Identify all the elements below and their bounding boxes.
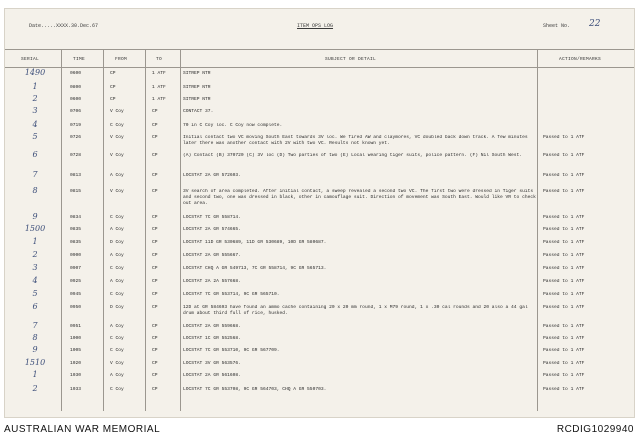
serial-cell: 4 [32,120,38,129]
action-cell: Passed to 1 ATF [543,253,585,258]
table-row [5,358,634,373]
from-cell: A Coy [110,373,124,378]
subject-cell: SITREP NTR [183,71,211,76]
sheet-number: 22 [589,19,601,29]
serial-cell: 8 [32,333,38,342]
time-cell: 1020 [70,361,82,366]
from-cell: C Coy [110,266,124,271]
table-row [5,68,634,83]
from-cell: CP [110,71,116,76]
from-cell: V Coy [110,189,124,194]
subject-cell: 12D at GR 584693 have found an ammo cache containing 20 x 20 mm round, 1 x M79 round, 1 x .30 cal rounds and 20 also a 44 gal drum about third full of rice, husked. [183,305,528,316]
action-cell: Passed to 1 ATF [543,240,585,245]
from-cell: C Coy [110,215,124,220]
to-cell: CP [152,189,158,194]
header-bottom-rule [5,67,634,68]
table-row [5,345,634,360]
log-title: ITEM OPS LOG [297,23,334,29]
to-cell: CP [152,153,158,158]
footer-ref: RCDIG1029940 [556,424,634,435]
to-cell: 1 ATF [152,85,166,90]
subject-cell: LOCSTAT 11D GR 530689, 11D GR 530689, 10D GR 580687. [183,240,327,245]
to-cell: CP [152,215,158,220]
subject-cell: Initial contact two VC moving South East towards 3V loc. We fired AW and claymores, VC doubled back down track. A few minutes later there was another contact with 2V with two VC. Results not known yet. [183,135,528,146]
table-row [5,250,634,265]
time-cell: 0813 [70,173,82,178]
to-cell: 1 ATF [152,71,166,76]
table-row [5,150,634,165]
col-serial: SERIAL [21,57,40,62]
table-row [5,120,634,135]
time-cell: 0719 [70,123,82,128]
from-cell: V Coy [110,361,124,366]
to-cell: CP [152,123,158,128]
action-cell: Passed to 1 ATF [543,361,585,366]
to-cell: CP [152,240,158,245]
table-row [5,82,634,97]
log-date: Date.....XXXX.30.Dec.67 [29,23,99,29]
serial-cell: 9 [32,212,38,221]
subject-cell: LOCSTAT 7C GR 553710, 9C GR 567709. [183,348,280,353]
table-row [5,370,634,385]
from-cell: A Coy [110,324,124,329]
col-to: TO [156,57,163,62]
action-cell: Passed to 1 ATF [543,135,585,140]
serial-cell: 7 [32,321,38,330]
table-row [5,224,634,239]
from-cell: V Coy [110,153,124,158]
to-cell: CP [152,292,158,297]
table-row [5,289,634,304]
table-row [5,94,634,109]
time-cell: 0728 [70,153,82,158]
table-row [5,186,634,206]
subject-cell: LOCSTAT 2A GR 561608. [183,373,241,378]
time-cell: 0835 [70,227,82,232]
subject-cell: LOCSTAT 7C GR 558714. [183,215,241,220]
time-cell: 0834 [70,215,82,220]
serial-cell: 4 [32,276,38,285]
table-row [5,302,634,317]
subject-cell: LOCSTAT 2A GR 572603. [183,173,241,178]
from-cell: C Coy [110,336,124,341]
from-cell: A Coy [110,279,124,284]
time-cell: 1033 [70,387,82,392]
serial-cell: 3 [32,106,38,115]
to-cell: CP [152,387,158,392]
subject-cell: 3V search of area completed. After initial contact, a sweep revealed a second two VC. The first two were dressed in Tiger suits and second two, one was dressed in black, other in camouflage suit. Direction of movement was South East. Would like VR to check out area. [183,189,536,206]
time-cell: 0600 [70,71,82,76]
to-cell: CP [152,135,158,140]
serial-cell: 5 [32,132,38,141]
serial-cell: 1490 [24,68,46,77]
action-cell: Passed to 1 ATF [543,189,585,194]
from-cell: D Coy [110,305,124,310]
subject-cell: LOCSTAT 2A GR 555667. [183,253,241,258]
serial-cell: 6 [32,150,38,159]
from-cell: A Coy [110,173,124,178]
to-cell: CP [152,227,158,232]
action-cell: Passed to 1 ATF [543,324,585,329]
time-cell: 0600 [70,97,82,102]
from-cell: A Coy [110,227,124,232]
subject-cell: SITREP NTR [183,97,211,102]
action-cell: Passed to 1 ATF [543,373,585,378]
action-cell: Passed to 1 ATF [543,266,585,271]
from-cell: V Coy [110,109,124,114]
to-cell: CP [152,266,158,271]
to-cell: CP [152,253,158,258]
time-cell: 0907 [70,266,82,271]
time-cell: 1000 [70,336,82,341]
serial-cell: 1 [32,237,38,246]
serial-cell: 2 [32,94,38,103]
serial-cell: 7 [32,170,38,179]
from-cell: CP [110,85,116,90]
serial-cell: 1 [32,82,38,91]
action-cell: Passed to 1 ATF [543,215,585,220]
subject-cell: LOCSTAT CHQ A GR 549713, 7C GR 558714, 9C GR 565713. [183,266,327,271]
from-cell: C Coy [110,292,124,297]
col-from: FROM [115,57,128,62]
subject-cell: LOCSTAT 2A GR 574665. [183,227,241,232]
action-cell: Passed to 1 ATF [543,153,585,158]
action-cell: Passed to 1 ATF [543,173,585,178]
action-cell: Passed to 1 ATF [543,292,585,297]
time-cell: 0706 [70,109,82,114]
serial-cell: 6 [32,302,38,311]
serial-cell: 1510 [24,358,46,367]
col-subject: SUBJECT OR DETAIL [325,57,377,62]
col-time: TIME [73,57,86,62]
action-cell: Passed to 1 ATF [543,387,585,392]
subject-cell: LOCSTAT 7C GR 553714, 9C GR 565710. [183,292,280,297]
log-sheet [4,8,635,418]
subject-cell: LOCSTAT 1C GR 552568. [183,336,241,341]
time-cell: 0900 [70,253,82,258]
serial-cell: 1 [32,370,38,379]
serial-cell: 9 [32,345,38,354]
to-cell: CP [152,336,158,341]
table-row [5,170,634,185]
action-cell: Passed to 1 ATF [543,348,585,353]
subject-cell: (A) Contact (B) 370720 (C) 3V loc (D) Two parties of two (E) Local wearing tiger suits, police pattern. (F) Nil South West. [183,153,523,158]
table-row [5,263,634,278]
subject-cell: CONTACT 37. [183,109,214,114]
from-cell: C Coy [110,387,124,392]
table-row [5,237,634,252]
time-cell: 0726 [70,135,82,140]
to-cell: CP [152,373,158,378]
time-cell: 0951 [70,324,82,329]
table-row [5,384,634,399]
table-row [5,212,634,227]
action-cell: Passed to 1 ATF [543,227,585,232]
to-cell: CP [152,361,158,366]
col-action: ACTION/REMARKS [559,57,602,62]
serial-cell: 1500 [24,224,46,233]
time-cell: 0815 [70,189,82,194]
time-cell: 0800 [70,85,82,90]
serial-cell: 3 [32,263,38,272]
serial-cell: 2 [32,384,38,393]
to-cell: CP [152,305,158,310]
serial-cell: 8 [32,186,38,195]
to-cell: CP [152,348,158,353]
subject-cell: LOCSTAT 7C GR 553708, 9C GR 564703, CHQ A GR 550703. [183,387,327,392]
footer-source: AUSTRALIAN WAR MEMORIAL [4,424,161,435]
table-row [5,132,634,147]
to-cell: CP [152,324,158,329]
subject-cell: LOCSTAT 3V GR 563576. [183,361,241,366]
to-cell: CP [152,109,158,114]
time-cell: 1005 [70,348,82,353]
table-row [5,333,634,348]
subject-cell: SITREP NTR [183,85,211,90]
to-cell: CP [152,279,158,284]
action-cell: Passed to 1 ATF [543,305,585,310]
table-row [5,276,634,291]
time-cell: 1030 [70,373,82,378]
time-cell: 0950 [70,305,82,310]
action-cell: Passed to 1 ATF [543,279,585,284]
to-cell: 1 ATF [152,97,166,102]
time-cell: 0945 [70,292,82,297]
serial-cell: 2 [32,250,38,259]
serial-cell: 5 [32,289,38,298]
from-cell: A Coy [110,253,124,258]
table-row [5,321,634,336]
sheet-label: Sheet No. [543,23,571,29]
from-cell: C Coy [110,348,124,353]
table-row [5,106,634,121]
subject-cell: LOCSTAT 2A 2A 557668. [183,279,241,284]
from-cell: CP [110,97,116,102]
from-cell: V Coy [110,135,124,140]
time-cell: 0925 [70,279,82,284]
time-cell: 0835 [70,240,82,245]
subject-cell: LOCSTAT 2A GR 559668. [183,324,241,329]
header-top-rule [5,49,634,50]
from-cell: C Coy [110,123,124,128]
to-cell: CP [152,173,158,178]
subject-cell: 70 in C Coy loc. C Coy now complete. [183,123,283,128]
from-cell: D Coy [110,240,124,245]
action-cell: Passed to 1 ATF [543,336,585,341]
